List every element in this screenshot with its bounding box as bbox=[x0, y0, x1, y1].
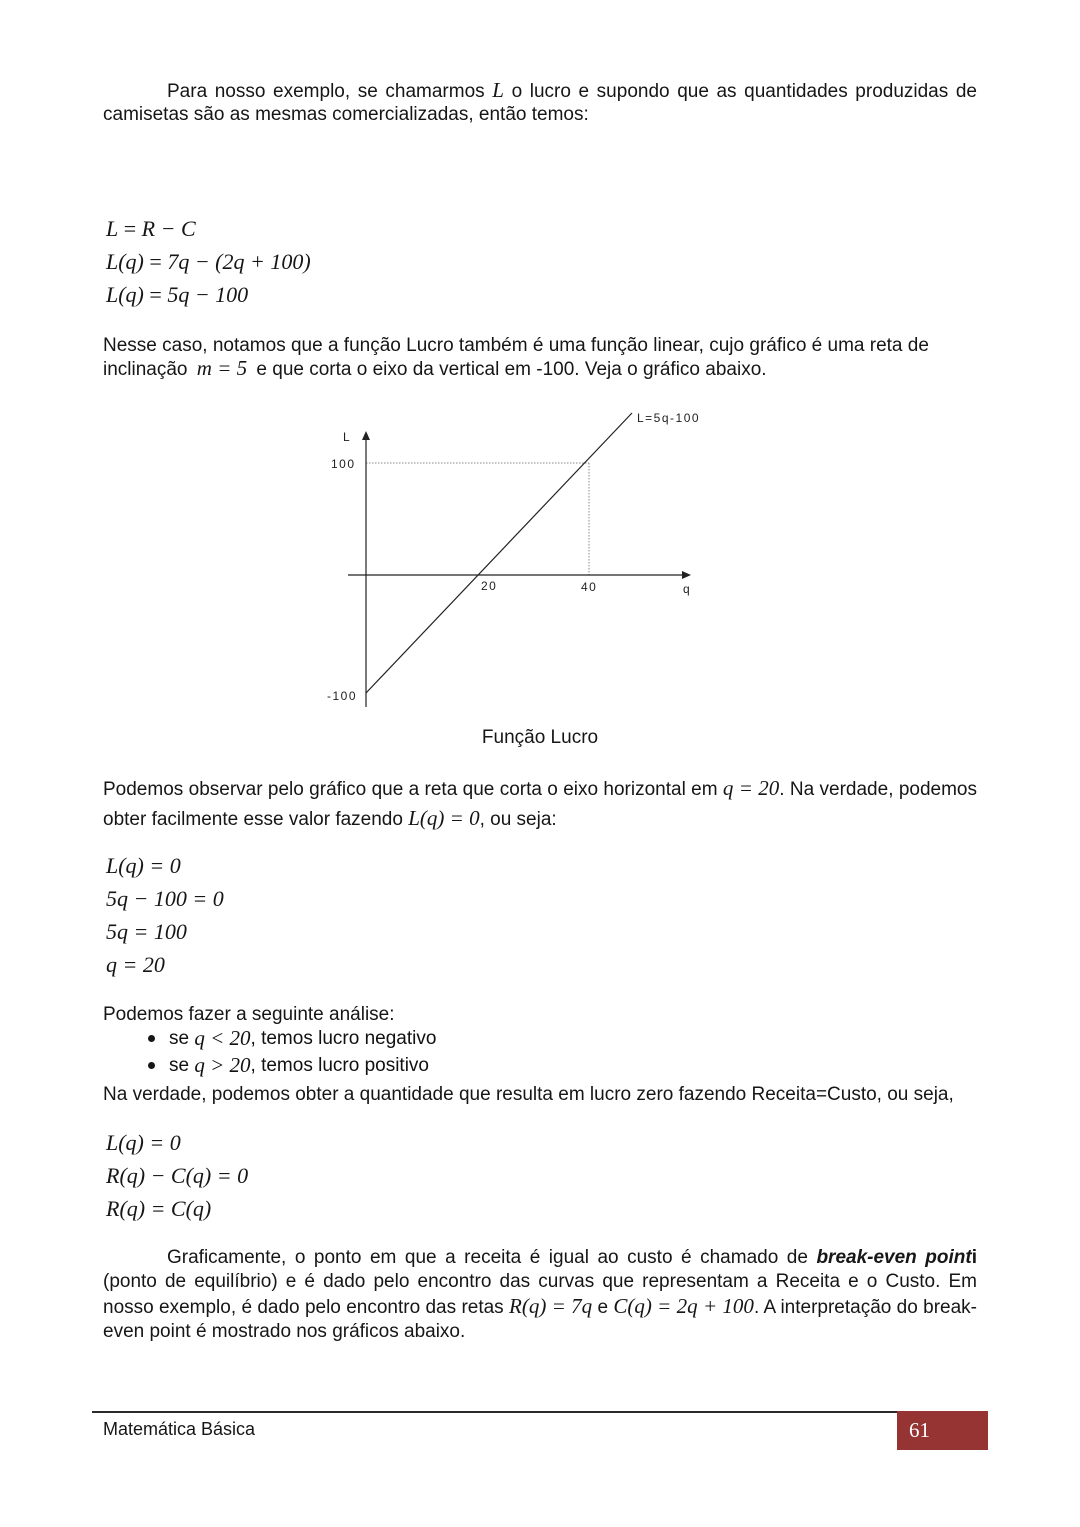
math-q-equals-20: q = 20 bbox=[722, 776, 780, 800]
footer-title: Matemática Básica bbox=[103, 1419, 256, 1439]
bullet-icon bbox=[148, 1062, 155, 1069]
bullet-item: se q < 20 , temos lucro negativo bbox=[148, 1025, 436, 1052]
math-Lq-equals-0: L(q) = 0 bbox=[408, 806, 480, 830]
equation: 5q − 100 = 0 bbox=[106, 886, 224, 911]
linear-note-line1: Nesse caso, notamos que a função Lucro também é uma função linear, cujo gráfico é uma reta de bbox=[103, 335, 929, 356]
equation: 5q = 100 bbox=[106, 919, 187, 944]
analysis-heading: Podemos fazer a seguinte análise: bbox=[103, 1004, 395, 1025]
profit-function-chart bbox=[0, 0, 1080, 760]
equation: R(q) − C(q) = 0 bbox=[106, 1163, 249, 1188]
math-slope: m = 5 bbox=[196, 356, 248, 380]
equation: R(q) = C(q) bbox=[106, 1196, 212, 1221]
equation: L(q) = 0 bbox=[106, 1130, 181, 1155]
intro-text-continued: o lucro e supondo que as quantidades produzidas de camisetas são as mesmas comercializadas, então temos: bbox=[103, 81, 977, 125]
y-axis-label: L bbox=[343, 430, 352, 444]
analysis-bullet-list bbox=[148, 1025, 436, 1079]
bullet-item: se q > 20 , temos lucro positivo bbox=[148, 1052, 436, 1079]
x-axis-label: q bbox=[683, 582, 692, 596]
equation: L(q) = 7q − (2q + 100) bbox=[106, 249, 311, 274]
analysis-followup: Na verdade, podemos obter a quantidade que resulta em lucro zero fazendo Receita=Custo, ou seja, bbox=[103, 1084, 954, 1105]
break-even-term: break-even point bbox=[816, 1247, 972, 1268]
intro-text: Para nosso exemplo, se chamarmos bbox=[167, 81, 485, 102]
y-axis-arrow-icon bbox=[362, 431, 370, 440]
observation-paragraph: Podemos observar pelo gráfico que a reta que corta o eixo horizontal em q = 20. Na verdade, podemos obter facilmente esse valor fazendo L(q) = 0, ou seja: bbox=[103, 776, 977, 830]
equation: L(q) = 5q − 100 bbox=[106, 282, 249, 307]
profit-line bbox=[366, 413, 632, 693]
chart-caption: Função Lucro bbox=[481, 727, 599, 748]
bullet-icon bbox=[148, 1035, 155, 1042]
math-variable-L: L bbox=[492, 78, 504, 102]
y-tick-minus-100: -100 bbox=[327, 689, 358, 703]
line-label: L=5q-100 bbox=[637, 411, 701, 425]
breakeven-equations bbox=[106, 1126, 248, 1225]
math-revenue: R(q) = 7q bbox=[509, 1294, 593, 1318]
x-tick-40: 40 bbox=[581, 580, 598, 594]
footer-divider bbox=[92, 1411, 898, 1413]
x-axis-arrow-icon bbox=[682, 571, 691, 579]
math-cost: C(q) = 2q + 100 bbox=[613, 1294, 754, 1318]
x-tick-20: 20 bbox=[481, 579, 498, 593]
equation: q = 20 bbox=[106, 952, 165, 977]
footnote-marker[interactable]: i bbox=[971, 1247, 977, 1268]
page-number-badge: 61 bbox=[897, 1411, 988, 1450]
solve-equations bbox=[106, 849, 224, 981]
equation: L = R − C bbox=[106, 216, 196, 241]
breakeven-paragraph: Graficamente, o ponto em que a receita é igual ao custo é chamado de break-even pointi (ponto de equilíbrio) e é dado pelo encontro das curvas que representam a Receita e o Custo. Em nosso exemplo, é dado pelo encontro das retas R(q) = 7q e C(q) = 2q + 100. A interpretação do break-even point é mostrado nos gráficos abaixo. bbox=[103, 1247, 978, 1342]
linear-note-line2: inclinação m = 5 e que corta o eixo da vertical em -100. Veja o gráfico abaixo. bbox=[103, 356, 767, 380]
y-tick-100: 100 bbox=[331, 457, 356, 471]
equation: L(q) = 0 bbox=[106, 853, 181, 878]
